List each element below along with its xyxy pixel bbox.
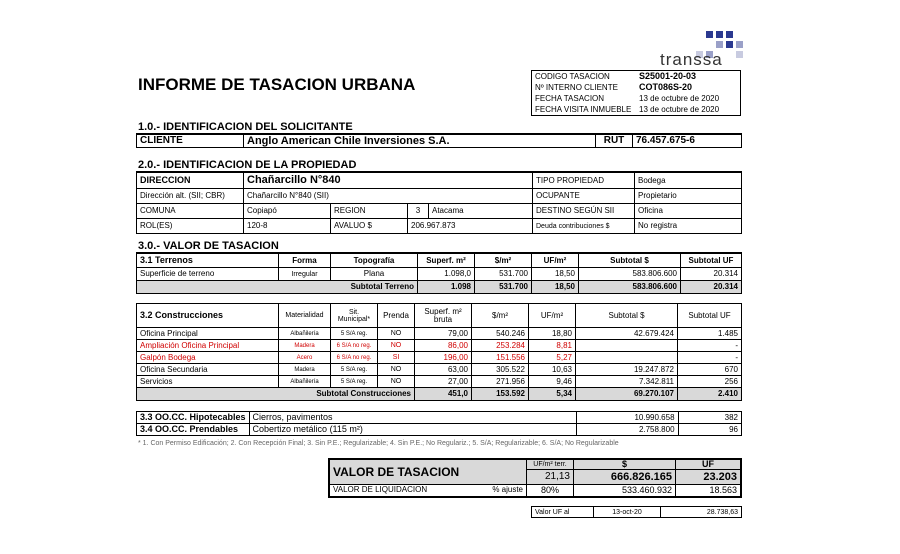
table-cell: 670 bbox=[678, 364, 742, 376]
ajuste-value: 80% bbox=[527, 485, 574, 497]
table-cell: 7.342.811 bbox=[576, 376, 678, 388]
col-header: 3.2 Construcciones bbox=[137, 304, 279, 328]
table-row bbox=[137, 376, 742, 388]
col-header: 3.1 Terrenos bbox=[137, 254, 279, 268]
table-cell: Albañilería bbox=[279, 328, 331, 340]
code-label: CODIGO TASACION bbox=[535, 71, 610, 81]
logo-square bbox=[726, 31, 733, 38]
table-cell: 6 S/A no reg. bbox=[331, 352, 378, 364]
table-cell: 256 bbox=[678, 376, 742, 388]
table-cell: 1.098 bbox=[418, 281, 475, 294]
terrenos-table bbox=[136, 253, 742, 294]
col-header: UF/m² bbox=[532, 254, 579, 268]
table-cell: 151.556 bbox=[472, 352, 529, 364]
col-header: Subtotal UF bbox=[681, 254, 742, 268]
logo-square bbox=[716, 31, 723, 38]
table-cell: - bbox=[678, 352, 742, 364]
table-cell: Albañilería bbox=[279, 376, 331, 388]
table-cell: NO bbox=[378, 340, 415, 352]
code-value: 13 de octubre de 2020 bbox=[639, 104, 720, 114]
code-value: S25001-20-03 bbox=[639, 71, 697, 81]
valor-uf: 23.203 bbox=[703, 470, 737, 483]
codes-box bbox=[531, 70, 741, 116]
table-cell: 305.522 bbox=[472, 364, 529, 376]
section-heading: 2.0.- IDENTIFICACION DE LA PROPIEDAD bbox=[138, 159, 357, 171]
col-header: Sit. Municipal* bbox=[331, 304, 378, 328]
rut-value: 76.457.675-6 bbox=[633, 135, 742, 148]
table-cell: 5 S/A reg. bbox=[331, 364, 378, 376]
table-cell: 63,00 bbox=[415, 364, 472, 376]
col-header: UF/m² terr. bbox=[527, 459, 574, 470]
table-cell: 79,00 bbox=[415, 328, 472, 340]
prendables-label: 3.4 OO.CC. Prendables bbox=[137, 424, 250, 436]
table-cell: 531.700 bbox=[475, 281, 532, 294]
table-cell: Irregular bbox=[279, 268, 331, 281]
table-cell: SI bbox=[378, 352, 415, 364]
property-table bbox=[136, 172, 742, 234]
valor-tasacion-box bbox=[328, 458, 742, 498]
deuda-value: No registra bbox=[635, 219, 742, 234]
prendables-desc: Cobertizo metálico (115 m²) bbox=[249, 424, 576, 436]
col-header: Materialidad bbox=[279, 304, 331, 328]
tipo-label: TIPO PROPIEDAD bbox=[533, 173, 635, 189]
table-cell: Madera bbox=[279, 364, 331, 376]
col-header: Superf. m² bruta bbox=[415, 304, 472, 328]
avaluo-label: AVALUO $ bbox=[331, 219, 408, 234]
page-title: INFORME DE TASACION URBANA bbox=[138, 75, 416, 94]
table-cell bbox=[576, 352, 678, 364]
rol-label: ROL(ES) bbox=[137, 219, 244, 234]
region-value: Atacama bbox=[429, 204, 533, 219]
valor-uf-box bbox=[531, 506, 742, 518]
col-header: Subtotal UF bbox=[678, 304, 742, 328]
direccion-label: DIRECCION bbox=[137, 173, 244, 189]
tipo-value: Bodega bbox=[635, 173, 742, 189]
footnote: * 1. Con Permiso Edificación; 2. Con Recepción Final; 3. Sin P.E.; Regularizable; 4. Sin P.E.; No Regulariz.; 5. S/A; Regularizable; 6. S/A; No Regularizable bbox=[138, 440, 619, 447]
table-cell bbox=[576, 340, 678, 352]
table-cell: 153.592 bbox=[472, 388, 529, 401]
ocupante-value: Propietario bbox=[635, 189, 742, 204]
table-cell: NO bbox=[378, 328, 415, 340]
section-heading: 1.0.- IDENTIFICACION DEL SOLICITANTE bbox=[138, 121, 353, 133]
table-cell: 10,63 bbox=[529, 364, 576, 376]
table-cell: Galpón Bodega bbox=[137, 352, 279, 364]
table-cell: 18,50 bbox=[532, 268, 579, 281]
col-header: Prenda bbox=[378, 304, 415, 328]
table-cell: Oficina Secundaria bbox=[137, 364, 279, 376]
table-cell: 5,27 bbox=[529, 352, 576, 364]
direccion-value: Chañarcillo N°840 bbox=[244, 173, 533, 189]
table-cell: Oficina Principal bbox=[137, 328, 279, 340]
table-cell: 8,81 bbox=[529, 340, 576, 352]
liquidacion-label bbox=[329, 485, 527, 497]
col-header: Subtotal $ bbox=[576, 304, 678, 328]
table-row bbox=[137, 328, 742, 340]
col-header: UF/m² bbox=[529, 304, 576, 328]
ocupante-label: OCUPANTE bbox=[533, 189, 635, 204]
table-cell: - bbox=[678, 340, 742, 352]
table-cell: 5 S/A reg. bbox=[331, 376, 378, 388]
hipotecables-uf: 382 bbox=[678, 412, 741, 424]
table-cell: 5 S/A reg. bbox=[331, 328, 378, 340]
liquidacion-pesos: 533.460.932 bbox=[574, 485, 676, 497]
section-heading: 3.0.- VALOR DE TASACION bbox=[138, 240, 279, 252]
hipotecables-desc: Cierros, pavimentos bbox=[249, 412, 576, 424]
table-cell: Plana bbox=[331, 268, 418, 281]
cliente-value: Anglo American Chile Inversiones S.A. bbox=[244, 135, 596, 148]
table-cell: 271.956 bbox=[472, 376, 529, 388]
valor-uf-label: Valor UF al bbox=[532, 507, 594, 518]
diralt-value: Chañarcillo N°840 (SII) bbox=[244, 189, 533, 204]
col-header: $ bbox=[574, 459, 676, 470]
col-header: UF bbox=[676, 459, 742, 470]
table-cell: 20.314 bbox=[681, 281, 742, 294]
valor-pesos: 666.826.165 bbox=[574, 470, 676, 485]
destino-value: Oficina bbox=[635, 204, 742, 219]
table-cell: Madera bbox=[279, 340, 331, 352]
code-label: FECHA TASACION bbox=[535, 93, 605, 103]
valor-tasacion-label: VALOR DE TASACION bbox=[329, 459, 527, 485]
cliente-label: CLIENTE bbox=[137, 135, 244, 148]
table-cell: 18,50 bbox=[532, 281, 579, 294]
table-cell: Superficie de terreno bbox=[137, 268, 279, 281]
table-cell: 583.806.600 bbox=[579, 281, 681, 294]
valor-ufm2: 21,13 bbox=[527, 470, 574, 485]
table-cell: 531.700 bbox=[475, 268, 532, 281]
logo-square bbox=[736, 51, 743, 58]
table-cell: Servicios bbox=[137, 376, 279, 388]
table-cell: 6 S/A no reg. bbox=[331, 340, 378, 352]
table-cell: 540.246 bbox=[472, 328, 529, 340]
table-cell: 253.284 bbox=[472, 340, 529, 352]
destino-label: DESTINO SEGÚN SII bbox=[533, 204, 635, 219]
avaluo-value: 206.967.873 bbox=[408, 219, 533, 234]
table-cell: 1.098,0 bbox=[418, 268, 475, 281]
prendables-uf: 96 bbox=[678, 424, 741, 436]
table-cell: 1.485 bbox=[678, 328, 742, 340]
table-cell: Acero bbox=[279, 352, 331, 364]
table-row bbox=[137, 364, 742, 376]
oocc-table bbox=[136, 411, 742, 436]
table-cell: 583.806.600 bbox=[579, 268, 681, 281]
code-value: 13 de octubre de 2020 bbox=[639, 93, 720, 103]
logo-square bbox=[716, 41, 723, 48]
table-cell: NO bbox=[378, 376, 415, 388]
table-cell: 9,46 bbox=[529, 376, 576, 388]
table-row bbox=[137, 340, 742, 352]
table-cell: 69.270.107 bbox=[576, 388, 678, 401]
code-label: Nº INTERNO CLIENTE bbox=[535, 82, 618, 92]
col-header: $/m² bbox=[472, 304, 529, 328]
rol-value: 120-8 bbox=[244, 219, 331, 234]
table-cell: Ampliación Oficina Principal bbox=[137, 340, 279, 352]
region-label: REGION bbox=[331, 204, 408, 219]
subtotal-label: Subtotal Terreno bbox=[137, 281, 418, 294]
table-cell: 20.314 bbox=[681, 268, 742, 281]
construcciones-table bbox=[136, 303, 742, 401]
table-cell: 86,00 bbox=[415, 340, 472, 352]
hipotecables-subtotal: 10.990.658 bbox=[576, 412, 678, 424]
col-header: Topografía bbox=[331, 254, 418, 268]
rut-label: RUT bbox=[596, 135, 633, 148]
table-row bbox=[137, 352, 742, 364]
comuna-value: Copiapó bbox=[244, 204, 331, 219]
col-header: Subtotal $ bbox=[579, 254, 681, 268]
table-cell: 27,00 bbox=[415, 376, 472, 388]
comuna-label: COMUNA bbox=[137, 204, 244, 219]
logo-square bbox=[706, 31, 713, 38]
subtotal-label: Subtotal Construcciones bbox=[137, 388, 415, 401]
table-cell: NO bbox=[378, 364, 415, 376]
col-header: Superf. m² bbox=[418, 254, 475, 268]
logo-square bbox=[736, 41, 743, 48]
col-header: $/m² bbox=[475, 254, 532, 268]
table-cell: 5,34 bbox=[529, 388, 576, 401]
region-number: 3 bbox=[408, 204, 429, 219]
code-value: COT086S-20 bbox=[639, 82, 693, 92]
table-cell: 196,00 bbox=[415, 352, 472, 364]
valor-uf-date: 13-oct-20 bbox=[594, 507, 661, 518]
deuda-label: Deuda contribuciones $ bbox=[533, 219, 635, 234]
prendables-subtotal: 2.758.800 bbox=[576, 424, 678, 436]
code-label: FECHA VISITA INMUEBLE bbox=[535, 104, 632, 114]
diralt-label: Dirección alt. (SII; CBR) bbox=[137, 189, 244, 204]
logo-square bbox=[726, 41, 733, 48]
col-header: Forma bbox=[279, 254, 331, 268]
ajuste-label: % ajuste bbox=[492, 485, 523, 494]
table-cell: 18,80 bbox=[529, 328, 576, 340]
hipotecables-label: 3.3 OO.CC. Hipotecables bbox=[137, 412, 250, 424]
table-cell: 19.247.872 bbox=[576, 364, 678, 376]
liquidacion-uf: 18.563 bbox=[709, 484, 737, 495]
client-table bbox=[136, 134, 742, 148]
table-cell: 2.410 bbox=[678, 388, 742, 401]
table-cell: 451,0 bbox=[415, 388, 472, 401]
logo-text: transsa bbox=[660, 50, 723, 69]
liquidacion-text: VALOR DE LIQUIDACION bbox=[333, 485, 428, 495]
valor-uf-value: 28.738,63 bbox=[661, 507, 742, 518]
table-cell: 42.679.424 bbox=[576, 328, 678, 340]
